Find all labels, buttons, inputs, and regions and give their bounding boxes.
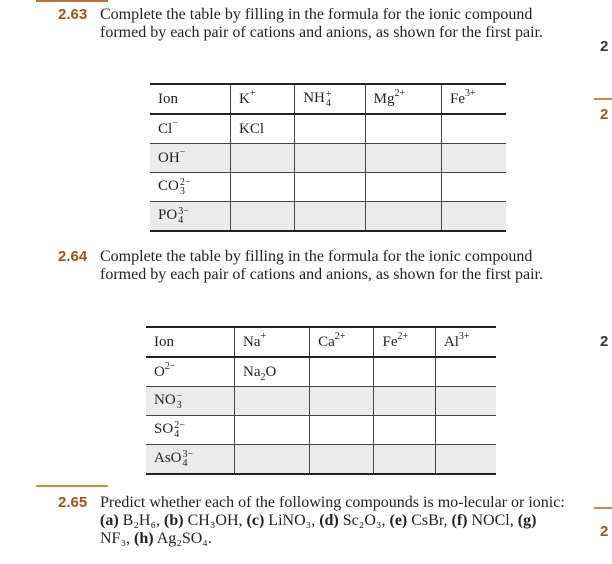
ion-charge: 2+ [334, 330, 346, 342]
cation-label [382, 330, 409, 350]
ion-symbol: OH [158, 149, 180, 166]
ion-subscript: 4 [325, 98, 331, 109]
ion-charge: 2+ [397, 330, 409, 342]
item-formula: Sc₂O₃, [338, 512, 390, 529]
formula-cell [310, 357, 374, 387]
ion-charge: 2− [164, 360, 176, 372]
ion-symbol: K [239, 90, 250, 107]
header-label: Ion [146, 327, 235, 357]
formula-cell [231, 114, 295, 144]
anion-label [158, 146, 186, 166]
problem-2-64 [58, 248, 578, 284]
ion-symbol: NH [303, 90, 325, 107]
ion-charge: 2− [174, 420, 185, 431]
formula-cell [231, 144, 295, 173]
formula-cell [235, 357, 310, 387]
cation-label [318, 330, 346, 350]
formula-part: O [265, 363, 277, 380]
ion-symbol: CO [158, 178, 179, 195]
ion-charge: + [325, 89, 332, 100]
table-row [150, 202, 506, 232]
cation-header [365, 84, 441, 114]
ion-charge: 2− [179, 177, 191, 188]
ion-symbol: PO [158, 207, 178, 224]
cation-header [442, 84, 506, 114]
item-formula: CH₃OH, [183, 512, 247, 529]
item-formula: Ag₂SO₄. [153, 530, 212, 547]
ion-symbol: NO [154, 392, 176, 409]
ion-sub-sup [183, 450, 194, 468]
anion-cell [146, 387, 235, 416]
ionic-table-2 [146, 326, 496, 475]
item-letter: (a) [100, 512, 119, 529]
cation-header [235, 327, 310, 357]
anion-label [154, 449, 194, 469]
formula-cell [365, 114, 441, 144]
ionic-table-1 [150, 83, 506, 232]
anion-cell [146, 416, 235, 445]
ion-sub-sup [177, 392, 183, 410]
anion-label [154, 420, 185, 440]
ion-sub-sup [326, 90, 332, 108]
item-formula: B₂H₆, [118, 512, 165, 529]
formula-answer: KCl [239, 120, 265, 137]
edge-page-fragment: 2 [600, 333, 609, 350]
ion-symbol: Na [243, 333, 261, 350]
formula-cell [295, 202, 365, 232]
table-row [146, 416, 496, 445]
ion-symbol: Fe [450, 90, 466, 107]
ion-symbol: Fe [382, 333, 398, 350]
item-formula: NOCl, [467, 512, 518, 529]
anion-cell [150, 144, 231, 173]
ion-symbol: Al [443, 333, 459, 350]
cation-label [373, 87, 406, 107]
formula-cell [365, 173, 441, 202]
formula-cell [295, 173, 365, 202]
cation-header [295, 84, 365, 114]
ion-charge: − [176, 391, 183, 402]
ion-sub-sup [178, 207, 189, 225]
table-row [150, 173, 506, 202]
formula-cell [442, 114, 506, 144]
anion-cell [146, 445, 235, 475]
formula-cell [310, 387, 374, 416]
ion-charge: 3− [182, 449, 194, 460]
formula-cell [374, 387, 435, 416]
anion-cell [146, 357, 235, 387]
anion-label [158, 177, 191, 197]
ion-charge: + [249, 87, 256, 99]
table-row [146, 445, 496, 475]
formula-cell [235, 387, 310, 416]
top-accent-rule [36, 0, 108, 2]
formula-part: Na [243, 363, 261, 380]
ion-subscript: 3 [179, 186, 185, 197]
ion-charge: − [172, 117, 178, 129]
anion-label [154, 391, 183, 411]
table-row [150, 144, 506, 173]
problem-number: 2.65 [58, 494, 88, 511]
item-letter: (h) [134, 530, 154, 547]
ion-subscript: 4 [178, 215, 184, 226]
section-rule [36, 485, 108, 487]
item-letter: (e) [389, 512, 408, 529]
item-letter: (g) [517, 512, 537, 529]
formula-cell [435, 416, 496, 445]
anion-label [158, 117, 178, 137]
formula-cell [374, 445, 435, 475]
table-header-row [146, 327, 496, 357]
cation-label [243, 330, 267, 350]
ion-sub-sup [174, 421, 185, 439]
anion-label [154, 360, 176, 380]
formula-cell [365, 202, 441, 232]
formula-cell [442, 173, 506, 202]
cation-header [435, 327, 496, 357]
edge-rule [594, 507, 612, 509]
item-letter: (d) [319, 512, 339, 529]
edge-rule [594, 98, 612, 100]
ion-symbol: Ca [318, 333, 335, 350]
anion-cell [150, 173, 231, 202]
item-letter: (b) [164, 512, 184, 529]
ion-subscript: 4 [182, 458, 188, 469]
item-formula: CsBr, [407, 512, 452, 529]
ion-symbol: O [154, 363, 165, 380]
ion-sub-sup [180, 178, 191, 196]
problem-number: 2.63 [58, 6, 88, 23]
cation-label [239, 87, 256, 107]
formula-cell [435, 387, 496, 416]
item-formula: NF₃, [100, 530, 135, 547]
table-row [150, 114, 506, 144]
anion-label [158, 206, 189, 226]
item-letter: (c) [246, 512, 265, 529]
ion-symbol: Cl [158, 120, 173, 137]
cation-header [374, 327, 435, 357]
formula-subscript: 2 [260, 371, 266, 383]
anion-cell [150, 114, 231, 144]
problem-intro: Predict whether each of the following compounds is mo-lecular or ionic: [100, 494, 565, 511]
header-label: Ion [150, 84, 231, 114]
problem-number: 2.64 [58, 248, 88, 265]
ion-charge: 3− [178, 206, 189, 217]
ion-charge: − [179, 146, 186, 158]
ion-charge: + [260, 330, 267, 342]
item-letter: (f) [451, 512, 468, 529]
formula-cell [235, 416, 310, 445]
formula-cell [295, 114, 365, 144]
problem-text [100, 494, 568, 548]
table-row [146, 387, 496, 416]
formula-answer [243, 363, 277, 383]
formula-cell [231, 202, 295, 232]
formula-cell [310, 416, 374, 445]
edge-page-fragment: 2 [600, 38, 609, 55]
ion-charge: 3+ [458, 330, 470, 342]
ion-subscript: 3 [176, 400, 182, 411]
formula-cell [435, 445, 496, 475]
ion-subscript: 4 [174, 429, 180, 440]
cation-header [310, 327, 374, 357]
cation-label [450, 87, 476, 107]
cation-label [443, 330, 470, 350]
formula-cell [310, 445, 374, 475]
problem-text: Complete the table by filling in the formula for the ionic compound formed by each pair of cations and anions, as shown for the first pair. [100, 6, 543, 41]
formula-cell [235, 445, 310, 475]
formula-cell [374, 357, 435, 387]
formula-cell [231, 173, 295, 202]
ion-symbol: Mg [373, 90, 395, 107]
anion-cell [150, 202, 231, 232]
ion-symbol: SO [154, 421, 174, 438]
formula-cell [442, 202, 506, 232]
cation-label [303, 89, 332, 109]
item-formula: LiNO₃, [264, 512, 320, 529]
ion-charge: 2+ [394, 87, 406, 99]
formula-cell [442, 144, 506, 173]
ion-charge: 3+ [465, 87, 476, 99]
edge-page-fragment: 2 [600, 523, 609, 540]
table-header-row [150, 84, 506, 114]
problem-2-63 [58, 6, 578, 42]
formula-cell [295, 144, 365, 173]
problem-text: Complete the table by filling in the formula for the ionic compound formed by each pair of cations and anions, as shown for the first pair. [100, 248, 543, 283]
cation-header [231, 84, 295, 114]
formula-cell [365, 144, 441, 173]
formula-cell [435, 357, 496, 387]
ion-symbol: AsO [154, 450, 182, 467]
table-row [146, 357, 496, 387]
edge-page-fragment: 2 [600, 106, 609, 123]
formula-cell [374, 416, 435, 445]
problem-2-65 [58, 494, 568, 548]
